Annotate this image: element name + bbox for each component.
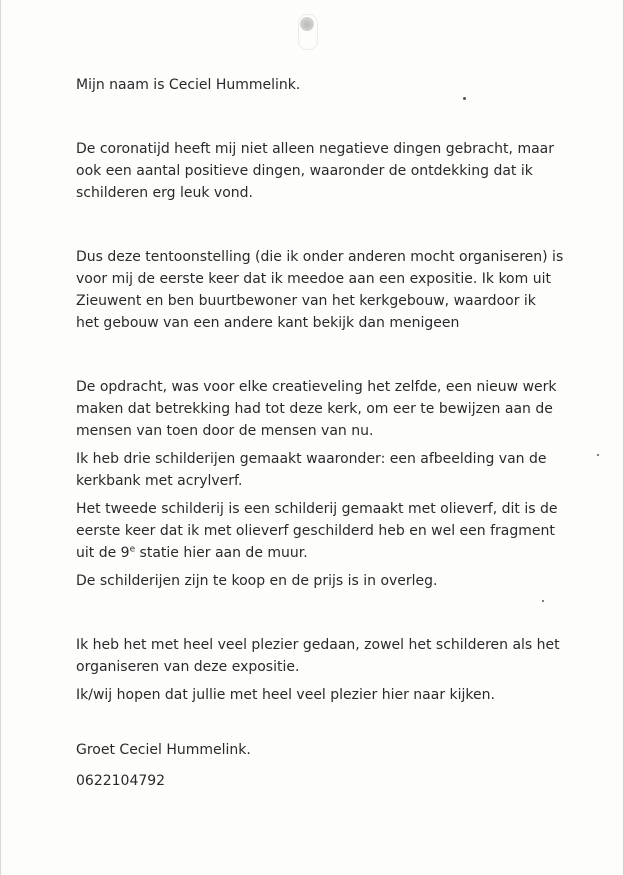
- text-fragment: uit de 9: [76, 545, 130, 561]
- text-line: [76, 545, 308, 561]
- closing-line: Groet Ceciel Hummelink.: [76, 742, 251, 758]
- phone-number: 0622104792: [76, 773, 166, 789]
- paragraph-hope: Ik/wij hopen dat jullie met heel veel plezier hier naar kijken.: [76, 687, 495, 703]
- paragraph-corona: [76, 138, 606, 204]
- text-line: Ik heb drie schilderijen gemaakt waaronder: een afbeelding van de: [76, 451, 547, 467]
- text-line: het gebouw van een andere kant bekijk dan menigeen: [76, 315, 460, 331]
- text-line: eerste keer dat ik met olieverf geschilderd heb en wel een fragment: [76, 523, 555, 539]
- ordinal-superscript: e: [129, 544, 136, 555]
- intro-line: Mijn naam is Ceciel Hummelink.: [76, 77, 301, 93]
- text-line: schilderen erg leuk vond.: [76, 185, 253, 201]
- text-line: maken dat betrekking had tot deze kerk, om eer te bewijzen aan de: [76, 401, 553, 417]
- text-line: mensen van toen door de mensen van nu.: [76, 423, 374, 439]
- paragraph-second-painting: [76, 498, 606, 564]
- text-line: voor mij de eerste keer dat ik meedoe aan een expositie. Ik kom uit: [76, 271, 551, 287]
- paragraph-pleasure: [76, 634, 606, 678]
- letter-body: [76, 74, 606, 792]
- text-line: De opdracht, was voor elke creatieveling het zelfde, een nieuw werk: [76, 379, 557, 395]
- paragraph-sale: De schilderijen zijn te koop en de prijs is in overleg.: [76, 573, 438, 589]
- text-line: kerkbank met acrylverf.: [76, 473, 243, 489]
- text-line: organiseren van deze expositie.: [76, 659, 300, 675]
- punch-hole: [300, 17, 314, 31]
- text-line: ook een aantal positieve dingen, waaronder de ontdekking dat ik: [76, 163, 533, 179]
- paragraph-assignment: [76, 376, 606, 442]
- text-line: Zieuwent en ben buurtbewoner van het kerkgebouw, waardoor ik: [76, 293, 536, 309]
- text-fragment: statie hier aan de muur.: [135, 545, 308, 561]
- text-line: Ik heb het met heel veel plezier gedaan, zowel het schilderen als het: [76, 637, 560, 653]
- text-line: Het tweede schilderij is een schilderij gemaakt met olieverf, dit is de: [76, 501, 558, 517]
- paragraph-exhibition: [76, 246, 606, 334]
- text-line: De coronatijd heeft mij niet alleen negatieve dingen gebracht, maar: [76, 141, 554, 157]
- paragraph-paintings: [76, 448, 606, 492]
- text-line: Dus deze tentoonstelling (die ik onder anderen mocht organiseren) is: [76, 249, 564, 265]
